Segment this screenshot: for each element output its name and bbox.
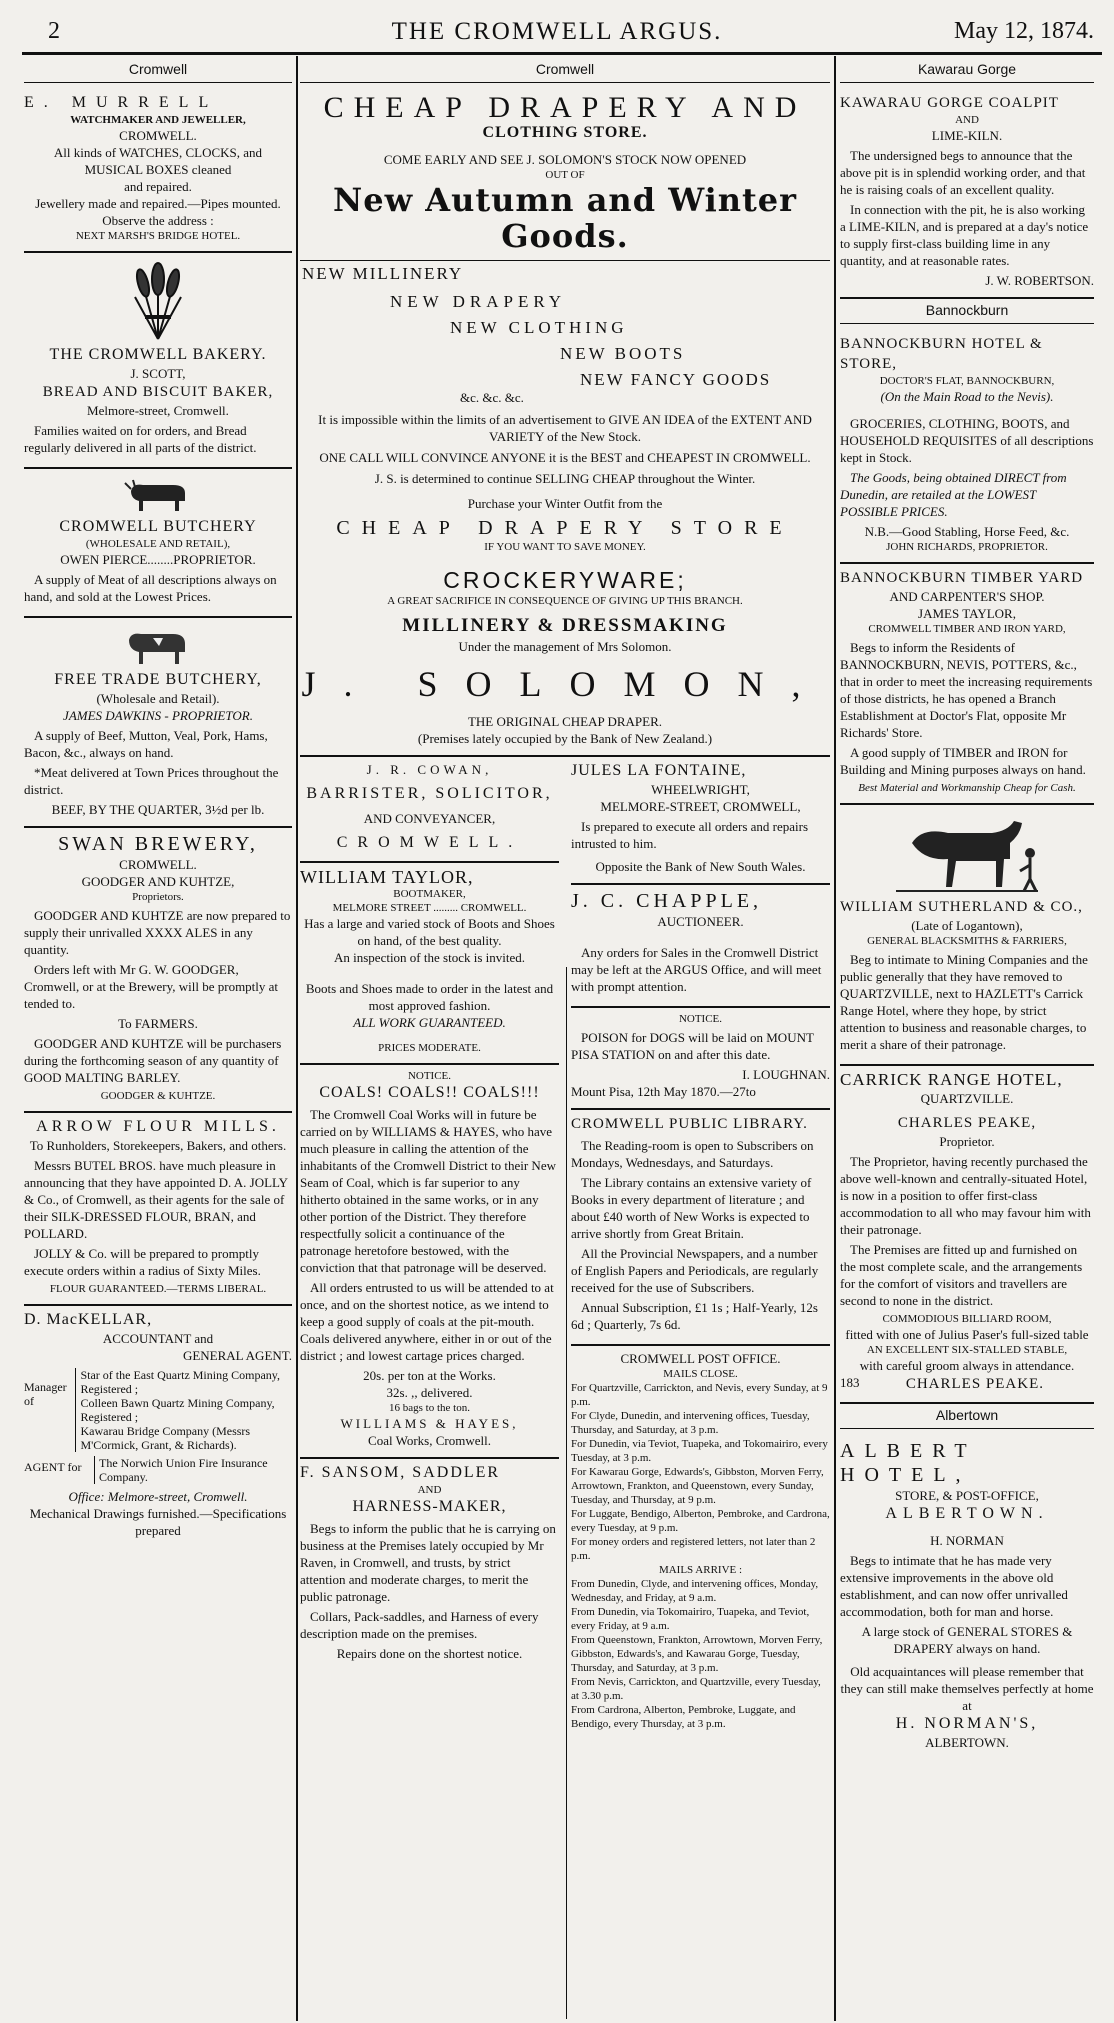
murrell-line: MUSICAL BOXES cleaned <box>84 162 232 177</box>
drapery-original: THE ORIGINAL CHEAP DRAPER. <box>467 714 663 729</box>
mackellar-companies <box>75 1368 292 1452</box>
sansom-and: AND <box>417 1484 442 1496</box>
swan-brewery-name: SWAN BREWERY, <box>58 833 258 855</box>
post-office-close-item: For Luggate, Bendigo, Alberton, Pembroke, and Cardrona, every Tuesday, at 9 p.m. <box>571 1508 830 1534</box>
poison-date: Mount Pisa, 12th May 1870.—27to <box>571 1084 756 1099</box>
library-text: The Reading-room is open to Subscribers on Mondays, Wednesdays, and Saturdays. <box>571 1138 814 1170</box>
taylor-text: An inspection of the stock is invited. <box>333 950 525 965</box>
murrell-line: All kinds of WATCHES, CLOCKS, and <box>53 145 263 160</box>
mackellar-company: Star of the East Quartz Mining Company, Registered ; <box>80 1368 280 1396</box>
drapery-etc: &c. &c. &c. <box>460 390 524 405</box>
fontaine-location: Opposite the Bank of New South Wales. <box>595 859 806 874</box>
free-trade-butchery-price: BEEF, BY THE QUARTER, 3½d per lb. <box>51 802 265 817</box>
drapery-line-millinery: NEW MILLINERY <box>302 264 464 283</box>
column-middle <box>300 58 830 2020</box>
albert-text: Begs to intimate that he has made very extensive improvements in the above old establishment, and can now offer unrivalled accommodation, both for man and horse. <box>840 1553 1068 1619</box>
coals-headline: COALS! COALS!! COALS!!! <box>319 1084 540 1101</box>
sansom-text: Begs to inform the public that he is carrying on business at the Premises lately occupied by Mr Raven, in Cromwell, and trusts, by strict attention and moderate charges, to merit the public patronage. <box>300 1521 556 1604</box>
ad-bannockburn-hotel <box>840 330 1094 564</box>
ad-cromwell-butchery <box>24 469 292 618</box>
bannockburn-hotel-place: DOCTOR'S FLAT, BANNOCKBURN, <box>879 375 1055 387</box>
coals-price: 16 bags to the ton. <box>389 1402 470 1414</box>
post-office-close-item: For Kawarau Gorge, Edwards's, Gibbston, Morven Ferry, Arrowtown, Frankton, and Queenstown, every Sunday, Tuesday, and Thursday, at 9 p.m. <box>571 1466 824 1506</box>
taylor-prices: PRICES MODERATE. <box>378 1042 481 1054</box>
mackellar-agent-table <box>24 1456 292 1484</box>
library-name: CROMWELL PUBLIC LIBRARY. <box>571 1116 808 1132</box>
library-text: The Library contains an extensive variety of Books in every department of literature ; and about £40 worth of New Works is expected to arrive shortly from Great Britain. <box>571 1175 812 1241</box>
bakery-address: Melmore-street, Cromwell. <box>87 403 229 418</box>
chapple-trade: AUCTIONEER. <box>657 914 744 929</box>
swan-brewery-props: Proprietors. <box>132 891 184 903</box>
free-trade-butchery-text: *Meat delivered at Town Prices throughout the district. <box>24 765 279 797</box>
fontaine-address: MELMORE-STREET, CROMWELL, <box>600 799 801 814</box>
albert-town: ALBERTOWN. <box>925 1735 1009 1750</box>
cowan-title: BARRISTER, SOLICITOR, <box>306 785 553 802</box>
drapery-line-fancy-goods: NEW FANCY GOODS <box>580 370 772 389</box>
cow-icon <box>123 626 193 666</box>
bannockburn-hotel-text: GROCERIES, CLOTHING, BOOTS, and HOUSEHOLD REQUISITES of all descriptions kept in Stock. <box>840 416 1094 465</box>
drapery-line-clothing: NEW CLOTHING <box>450 318 628 337</box>
albert-name: ALBERT HOTEL, <box>840 1440 977 1486</box>
fontaine-trade: WHEELWRIGHT, <box>651 782 750 797</box>
murrell-trade: WATCHMAKER AND JEWELLER, <box>70 114 246 126</box>
column-left <box>24 58 292 2020</box>
ad-public-library <box>571 1110 830 1346</box>
library-text: Annual Subscription, £1 1s ; Half-Yearly, 12s 6d ; Quarterly, 7s 6d. <box>571 1300 818 1332</box>
sutherland-name: WILLIAM SUTHERLAND & CO., <box>840 899 1083 915</box>
horse-and-farrier-icon <box>892 813 1042 893</box>
arrow-mills-terms: FLOUR GUARANTEED.—TERMS LIBERAL. <box>49 1283 267 1295</box>
swan-brewery-signature: GOODGER & KUHTZE. <box>100 1090 216 1102</box>
cromwell-butchery-sub: (WHOLESALE AND RETAIL), <box>85 538 231 550</box>
column-right <box>840 58 1094 2020</box>
ad-bannockburn-timber <box>840 564 1094 805</box>
drapery-crockeryware: CROCKERYWARE; <box>443 567 687 593</box>
post-office-close-item: For Clyde, Dunedin, and intervening offices, Tuesday, Thursday, and Saturday, at 3 p.m. <box>571 1410 810 1436</box>
carrick-table: fitted with one of Julius Paser's full-sized table <box>845 1327 1089 1342</box>
sutherland-trade: GENERAL BLACKSMITHS & FARRIERS, <box>867 935 1067 947</box>
timber-motto: Best Material and Workmanship Cheap for Cash. <box>858 782 1076 794</box>
murrell-name: E. MURRELL <box>24 94 219 111</box>
free-trade-butchery-sub: (Wholesale and Retail). <box>96 691 220 706</box>
timber-text: Begs to inform the Residents of BANNOCKBURN, NEVIS, POTTERS, &c., that in order to meet the increasing requirements of those districts, he has opened a Branch Establishment at Doctor's Flat, opposite Mr Richards' Store. <box>840 640 1093 740</box>
post-office-close-header: MAILS CLOSE. <box>663 1368 738 1380</box>
masthead-rule <box>22 52 1102 55</box>
murrell-line: Jewellery made and repaired.—Pipes mounted. <box>35 196 281 211</box>
sansom-text: Repairs done on the shortest notice. <box>336 1646 523 1661</box>
timber-shop: AND CARPENTER'S SHOP. <box>889 589 1045 604</box>
timber-text: A good supply of TIMBER and IRON for Building and Mining purposes always on hand. <box>840 745 1086 777</box>
mackellar-company: Kawarau Bridge Company (Messrs M'Cormick, Grant, & Richards). <box>80 1424 251 1452</box>
bakery-trade: BREAD AND BISCUIT BAKER, <box>42 384 274 400</box>
murrell-line: and repaired. <box>124 179 192 194</box>
ad-albert-hotel <box>840 1435 1094 1759</box>
mackellar-agency: The Norwich Union Fire Insurance Company. <box>94 1456 292 1484</box>
poison-text: POISON for DOGS will be laid on MOUNT PISA STATION on and after this date. <box>571 1030 814 1062</box>
middle-subcolumn-right <box>565 757 830 1739</box>
mackellar-role: ACCOUNTANT and <box>102 1331 214 1346</box>
coals-price: 20s. per ton at the Works. <box>363 1368 496 1383</box>
ad-arrow-flour-mills <box>24 1113 292 1306</box>
section-cromwell: Cromwell <box>24 58 292 83</box>
drapery-new-goods: New Autumn and Winter Goods. <box>332 181 797 255</box>
albert-signature: H. NORMAN'S, <box>895 1715 1039 1732</box>
section-bannockburn: Bannockburn <box>840 299 1094 324</box>
ad-sutherland <box>840 805 1094 1066</box>
poison-notice: NOTICE. <box>678 1013 723 1025</box>
timber-name: BANNOCKBURN TIMBER YARD <box>840 570 1084 586</box>
cowan-name: J. R. COWAN, <box>366 762 493 777</box>
ad-coals <box>300 1065 559 1459</box>
free-trade-butchery-name: FREE TRADE BUTCHERY, <box>54 671 262 688</box>
mackellar-office: Office: Melmore-street, Cromwell. <box>68 1489 248 1504</box>
carrick-footer <box>840 1374 1094 1394</box>
carrick-text: The Premises are fitted up and furnished on the most complete scale, and the arrangements for the comfort of visitors and travellers are second to none in the district. <box>840 1242 1083 1308</box>
drapery-new-lines <box>300 260 830 411</box>
swan-brewery-text: GOODGER AND KUHTZE are now prepared to supply their unrivalled XXXX ALES in any quantity. <box>24 908 291 957</box>
coals-works: Coal Works, Cromwell. <box>368 1433 491 1448</box>
drapery-premises: (Premises lately occupied by the Bank of New Zealand.) <box>417 731 713 746</box>
ad-free-trade-butchery <box>24 618 292 828</box>
drapery-subhead: CLOTHING STORE. <box>482 124 648 141</box>
ox-icon <box>123 477 193 513</box>
carrick-name: CARRICK RANGE HOTEL, <box>840 1070 1063 1089</box>
kawarau-name: KAWARAU GORGE COALPIT <box>840 95 1059 111</box>
ad-sansom <box>300 1459 559 1670</box>
post-office-arrive-item: From Dunedin, via Tokomairiro, Tuapeka, and Teviot, every Friday, at 9 a.m. <box>571 1606 810 1632</box>
ad-poison-notice <box>571 1008 830 1110</box>
kawarau-signature: J. W. ROBERTSON. <box>985 273 1094 288</box>
ad-cheap-drapery <box>300 89 830 757</box>
issue-date: May 12, 1874. <box>954 18 1094 44</box>
drapery-headline: CHEAP DRAPERY AND <box>323 91 807 124</box>
ad-la-fontaine <box>571 757 830 885</box>
mackellar-manager-table <box>24 1368 292 1452</box>
fontaine-text: Is prepared to execute all orders and repairs intrusted to him. <box>571 819 809 851</box>
poison-signature: I. LOUGHNAN. <box>742 1067 830 1082</box>
sansom-text: Collars, Pack-saddles, and Harness of every description made on the premises. <box>300 1609 539 1641</box>
kawarau-and: AND <box>955 114 979 126</box>
wheat-sheaf-icon <box>123 261 193 341</box>
ad-chapple <box>571 885 830 1008</box>
ad-carrick-range-hotel <box>840 1066 1094 1404</box>
drapery-come-early: COME EARLY AND SEE J. SOLOMON'S STOCK NOW OPENED <box>383 152 747 167</box>
bannockburn-hotel-name: BANNOCKBURN HOTEL & STORE, <box>840 336 1043 372</box>
post-office-name: CROMWELL POST OFFICE. <box>620 1351 781 1366</box>
bakery-owner: J. SCOTT, <box>130 366 186 381</box>
post-office-arrive-item: From Dunedin, Clyde, and intervening offices, Monday, Wednesday, and Friday, at 9 a.m. <box>571 1578 819 1604</box>
coals-price: 32s. ,, delivered. <box>386 1385 473 1400</box>
ad-mackellar <box>24 1306 292 1547</box>
swan-brewery-farmers: To FARMERS. <box>118 1016 198 1031</box>
arrow-mills-to: To Runholders, Storekeepers, Bakers, and others. <box>29 1138 287 1153</box>
post-office-close-item: For Quartzville, Carrickton, and Nevis, every Sunday, at 9 p.m. <box>571 1382 828 1408</box>
section-albertown: Albertown <box>840 1404 1094 1429</box>
bakery-note: Families waited on for orders, and Bread regularly delivered in all parts of the district. <box>24 423 257 455</box>
newspaper-title: THE CROMWELL ARGUS. <box>391 18 723 45</box>
swan-brewery-place: CROMWELL. <box>119 857 197 872</box>
ad-kawarau-coalpit <box>840 89 1094 299</box>
drapery-text: It is impossible within the limits of an advertisement to GIVE AN IDEA of the EXTENT AND VARIETY of the New Stock. <box>318 412 812 444</box>
drapery-line-boots: NEW BOOTS <box>560 344 686 363</box>
arrow-mills-text: JOLLY & Co. will be prepared to promptly execute orders within a radius of Sixty Miles. <box>24 1246 261 1278</box>
swan-brewery-text: GOODGER AND KUHTZE will be purchasers during the forthcoming season of any quantity of GOOD MALTING BARLEY. <box>24 1036 282 1085</box>
carrick-groom: with careful groom always in attendance. <box>859 1358 1075 1373</box>
post-office-arrive-item: From Queenstown, Frankton, Arrowtown, Morven Ferry, Gibbston, Edwards's, and Kawarau Gorge, Tuesday, Thursday, and Saturday, at 3 p.m. <box>571 1634 823 1674</box>
carrick-stable: AN EXCELLENT SIX-STALLED STABLE, <box>866 1344 1068 1356</box>
cowan-conveyancer: AND CONVEYANCER, <box>363 811 496 826</box>
page-number: 2 <box>48 18 60 44</box>
free-trade-butchery-text: A supply of Beef, Mutton, Veal, Pork, Hams, Bacon, &c., always on hand. <box>24 728 268 760</box>
post-office-close-item: For Dunedin, via Teviot, Tuapeka, and Tokomairiro, every Tuesday, at 3 p.m. <box>571 1438 828 1464</box>
coals-notice: NOTICE. <box>407 1070 452 1082</box>
drapery-text: ONE CALL WILL CONVINCE ANYONE it is the BEST and CHEAPEST IN CROMWELL. <box>319 450 811 465</box>
taylor-guarantee: ALL WORK GUARANTEED. <box>353 1015 506 1030</box>
drapery-line-drapery: NEW DRAPERY <box>390 292 567 311</box>
post-office-arrive-item: From Cardrona, Alberton, Pembroke, Luggate, and Bendigo, every Thursday, at 3 p.m. <box>571 1704 796 1730</box>
bannockburn-hotel-stabling: N.B.—Good Stabling, Horse Feed, &c. <box>864 524 1070 539</box>
drapery-out-of: OUT OF <box>545 169 585 181</box>
carrick-text: The Proprietor, having recently purchased the above well-known and centrally-situated Hotel, is now in a position to offer first-class accommodation to all who may favour him with their patronage. <box>840 1154 1091 1237</box>
arrow-mills-name: ARROW FLOUR MILLS. <box>36 1118 280 1135</box>
taylor-trade: BOOTMAKER, <box>393 888 466 900</box>
bakery-name: THE CROMWELL BAKERY. <box>49 346 267 363</box>
kawarau-text: The undersigned begs to announce that the above pit is in splendid working order, and that he is raising coals of an excellent quality. <box>840 148 1086 197</box>
taylor-text: Has a large and varied stock of Boots and Shoes on hand, of the best quality. <box>304 916 555 948</box>
post-office-close-item: For money orders and registered letters, not later than 2 p.m. <box>571 1536 816 1562</box>
coals-text: All orders entrusted to us will be attended to at once, and on the shortest notice, as we intend to keep a good supply of coals at the pit-mouth. Coals delivered anywhere, either in or out of the district ; and lowest cartage prices charged. <box>300 1280 554 1363</box>
drapery-millinery: MILLINERY & DRESSMAKING <box>402 615 728 636</box>
sutherland-late: (Late of Logantown), <box>911 918 1023 933</box>
drapery-store-name: CHEAP DRAPERY STORE <box>336 517 794 539</box>
library-text: All the Provincial Newspapers, and a number of English Papers and Periodicals, are regularly received for the use of Subscribers. <box>571 1246 819 1295</box>
drapery-save-money: IF YOU WANT TO SAVE MONEY. <box>484 541 646 553</box>
taylor-name: WILLIAM TAYLOR, <box>300 867 474 887</box>
middle-subcolumns <box>300 757 830 1739</box>
mackellar-name: D. MacKELLAR, <box>24 1311 153 1328</box>
carrick-owner: CHARLES PEAKE, <box>897 1115 1037 1131</box>
carrick-place: QUARTZVILLE. <box>920 1091 1014 1106</box>
carrick-signature: CHARLES PEAKE. <box>905 1376 1044 1392</box>
swan-brewery-text: Orders left with Mr G. W. GOODGER, Cromwell, or at the Brewery, will be promptly at tended to. <box>24 962 279 1011</box>
coals-signature: WILLIAMS & HAYES, <box>340 1416 519 1431</box>
cromwell-butchery-text: A supply of Meat of all descriptions always on hand, and sold at the Lowest Prices. <box>24 572 277 604</box>
kawarau-text: In connection with the pit, he is also working a LIME-KILN, and is prepared at a day's notice to supply first-class building lime in any quantity, and at reasonable rates. <box>840 202 1089 268</box>
column-rule-2 <box>834 56 836 2021</box>
bannockburn-hotel-text: The Goods, being obtained DIRECT from Dunedin, are retailed at the LOWEST POSSIBLE PRICES. <box>840 470 1067 519</box>
sutherland-text: Beg to intimate to Mining Companies and the public generally that they have removed to QUARTZVILLE, next to HAZLETT's Carrick Range Hotel, where they hope, by strict attention to business and reasonable charges, to merit a share of their patronage. <box>840 952 1088 1052</box>
middle-subcolumn-left <box>300 757 565 1739</box>
section-cromwell-middle: Cromwell <box>300 58 830 83</box>
chapple-name: J. C. CHAPPLE, <box>571 890 763 912</box>
timber-yard: CROMWELL TIMBER AND IRON YARD, <box>868 623 1066 635</box>
drapery-text: Purchase your Winter Outfit from the <box>467 496 663 511</box>
ad-bakery <box>24 253 292 469</box>
carrick-billiard: COMMODIOUS BILLIARD ROOM, <box>882 1313 1052 1325</box>
murrell-address: NEXT MARSH'S BRIDGE HOTEL. <box>75 230 241 242</box>
mackellar-role: GENERAL AGENT. <box>182 1348 292 1363</box>
masthead <box>0 0 1114 52</box>
column-rule-1 <box>296 56 298 2021</box>
albert-owner: H. NORMAN <box>930 1533 1004 1548</box>
drapery-management: Under the management of Mrs Solomon. <box>458 639 672 654</box>
ad-post-office <box>571 1346 830 1739</box>
kawarau-kiln: LIME-KILN. <box>931 128 1003 143</box>
ad-murrell <box>24 89 292 253</box>
fontaine-name: JULES LA FONTAINE, <box>571 762 747 779</box>
free-trade-butchery-owner: JAMES DAWKINS - PROPRIETOR. <box>63 708 253 723</box>
chapple-text: Any orders for Sales in the Cromwell District may be left at the ARGUS Office, and will meet with prompt attention. <box>571 945 822 994</box>
coals-text: The Cromwell Coal Works will in future be carried on by WILLIAMS & HAYES, who have much pleasure in calling the attention of the inhabitants of the Cromwell District to their New Seam of Coal, which is far superior to any hitherto obtained in the same works, or in any other portion of the District. They therefore respectfully solicit a continuance of the patronage heretofore bestowed, with the conviction that that patronage will be deserved. <box>300 1107 556 1275</box>
section-kawarau-gorge: Kawarau Gorge <box>840 58 1094 83</box>
taylor-text: Boots and Shoes made to order in the latest and most approved fashion. <box>305 981 554 1013</box>
albert-text: Old acquaintances will please remember that they can still make themselves perfectly at home at <box>840 1664 1094 1713</box>
drapery-proprietor: J. SOLOMON, <box>301 664 829 704</box>
mackellar-manager-label: Manager of <box>24 1380 67 1408</box>
albert-place: ALBERTOWN. <box>885 1505 1049 1522</box>
mackellar-drawings: Mechanical Drawings furnished.—Specifications prepared <box>29 1506 287 1538</box>
ad-cowan <box>300 757 559 863</box>
albert-store: STORE, & POST-OFFICE, <box>895 1488 1039 1503</box>
drapery-sacrifice: A GREAT SACRIFICE IN CONSEQUENCE OF GIVING UP THIS BRANCH. <box>387 595 743 607</box>
drapery-text: J. S. is determined to continue SELLING CHEAP throughout the Winter. <box>374 471 756 486</box>
ad-swan-brewery <box>24 828 292 1113</box>
murrell-line: Observe the address : <box>102 213 214 228</box>
taylor-address: MELMORE STREET ......... CROMWELL. <box>332 902 527 914</box>
swan-brewery-owners: GOODGER AND KUHTZE, <box>81 874 235 889</box>
bannockburn-hotel-road: (On the Main Road to the Nevis). <box>880 389 1054 404</box>
albert-text: A large stock of GENERAL STORES & DRAPERY always on hand. <box>861 1624 1073 1656</box>
carrick-number: 183 <box>840 1375 860 1390</box>
timber-owner: JAMES TAYLOR, <box>918 606 1016 621</box>
sansom-name: F. SANSOM, SADDLER <box>300 1464 501 1481</box>
arrow-mills-text: Messrs BUTEL BROS. have much pleasure in announcing that they have appointed D. A. JOLLY & Co., of Cromwell, as their agents for the sale of their SILK-DRESSED FLOUR, BRAN, and POLLARD. <box>24 1158 288 1241</box>
cowan-place: CROMWELL. <box>336 834 523 851</box>
post-office-arrive-item: From Nevis, Carrickton, and Quartzville, every Tuesday, at 3.30 p.m. <box>571 1676 821 1702</box>
bannockburn-hotel-proprietor: JOHN RICHARDS, PROPRIETOR. <box>886 541 1048 553</box>
carrick-proprietor: Proprietor. <box>939 1134 995 1149</box>
post-office-arrive-header: MAILS ARRIVE : <box>658 1564 743 1576</box>
sansom-trade: HARNESS-MAKER, <box>352 1498 507 1515</box>
cromwell-butchery-name: CROMWELL BUTCHERY <box>59 518 257 535</box>
ad-william-taylor <box>300 863 559 1065</box>
murrell-place: CROMWELL. <box>119 128 197 143</box>
mackellar-agent-label: AGENT for <box>24 1460 82 1474</box>
cromwell-butchery-owner: OWEN PIERCE........PROPRIETOR. <box>60 552 256 567</box>
mackellar-company: Colleen Bawn Quartz Mining Company, Registered ; <box>80 1396 275 1424</box>
